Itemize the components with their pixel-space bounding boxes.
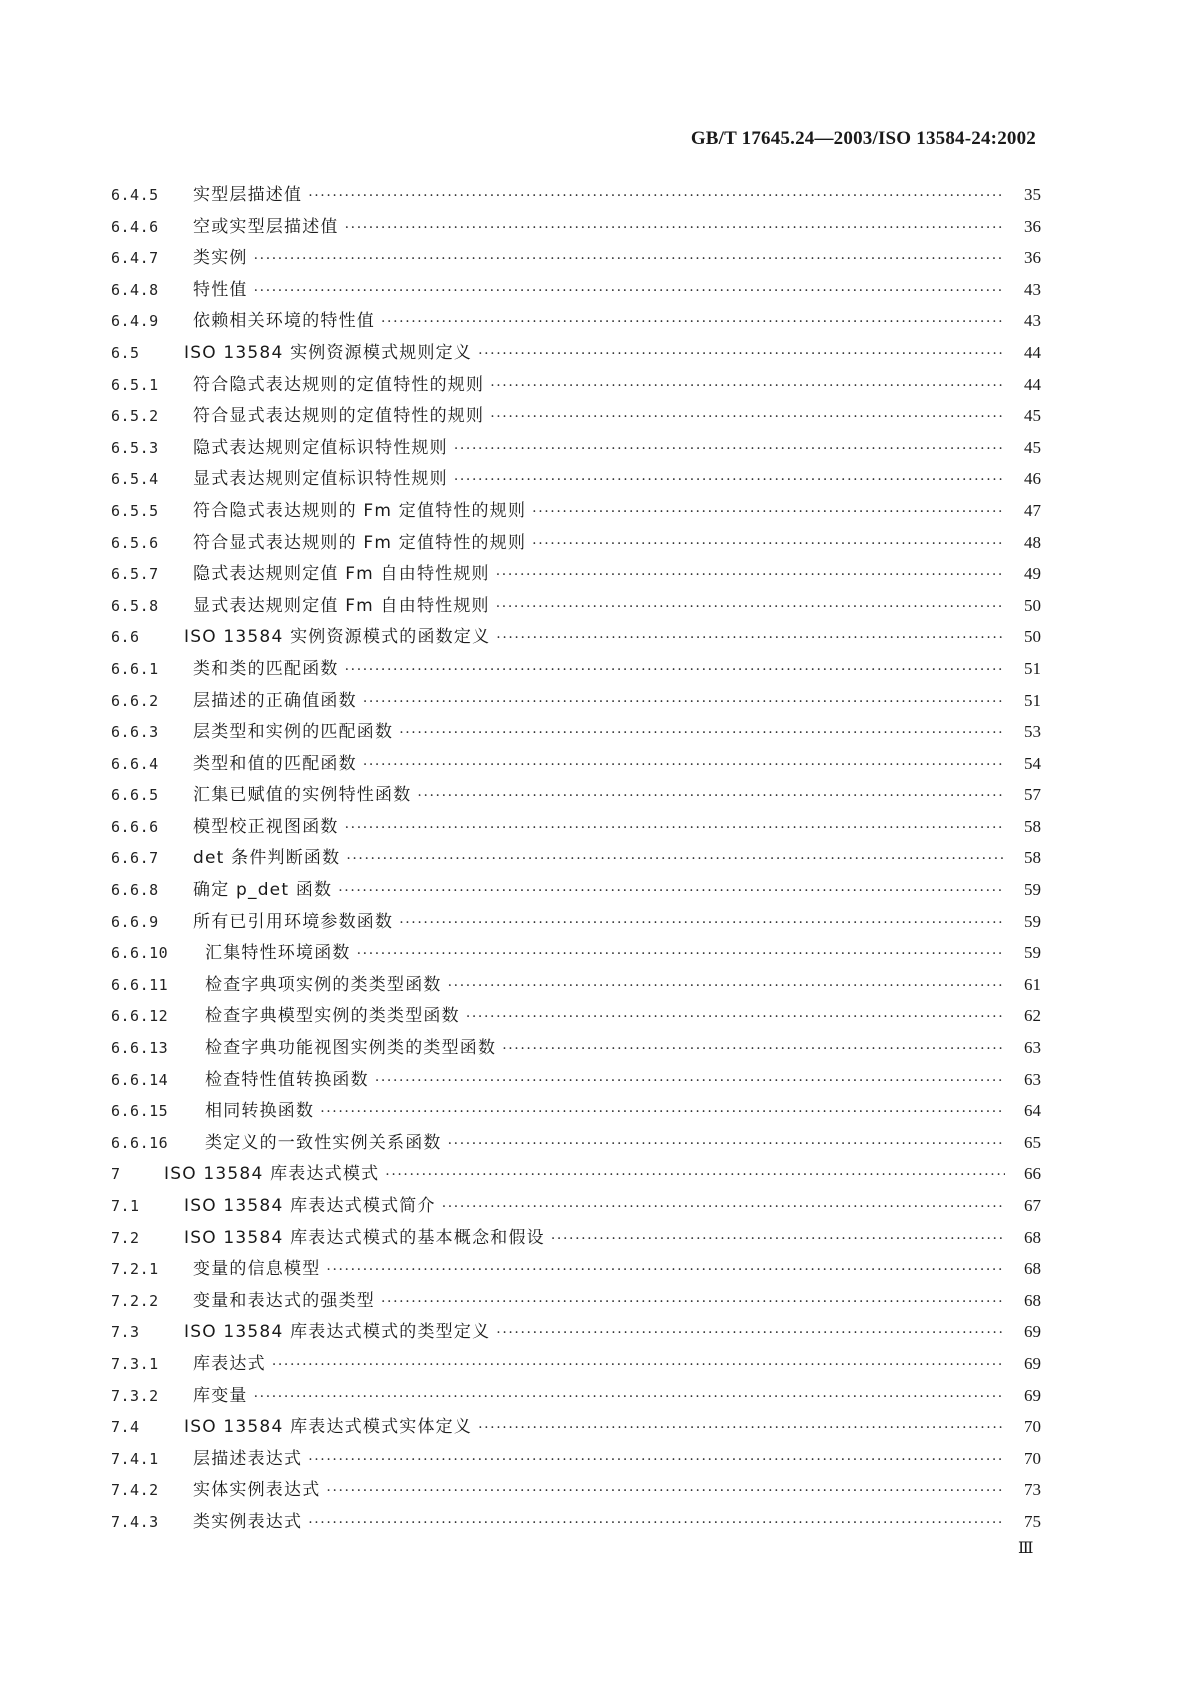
toc-section-title: det 条件判断函数 (193, 848, 341, 869)
toc-section-number: 6.5.6 (111, 533, 159, 552)
toc-section-title: 层描述的正确值函数 (193, 690, 357, 711)
toc-section-number: 6.6.10 (111, 944, 169, 963)
toc-dot-leader (551, 1224, 1005, 1256)
toc-page-number: 50 (1024, 595, 1041, 615)
toc-section-number: 6.6.9 (111, 912, 159, 931)
toc-entry[interactable] (111, 1506, 1041, 1538)
toc-dot-leader (308, 181, 1005, 213)
toc-section-number: 6.4.7 (111, 249, 159, 268)
toc-page-number: 61 (1024, 974, 1041, 994)
toc-entry[interactable] (111, 1158, 1041, 1190)
toc-entry[interactable] (111, 1411, 1041, 1443)
toc-page-number: 46 (1024, 469, 1041, 489)
toc-section-title: ISO 13584 库表达式模式 (164, 1164, 380, 1185)
toc-entry[interactable] (111, 779, 1041, 811)
toc-dot-leader (338, 876, 1005, 908)
toc-section-title: 显式表达规则定值标识特性规则 (193, 469, 448, 490)
toc-page-number: 70 (1024, 1417, 1041, 1437)
toc-entry[interactable] (111, 337, 1041, 369)
toc-page-number: 73 (1024, 1480, 1041, 1500)
toc-section-title: 层类型和实例的匹配函数 (193, 722, 394, 743)
toc-page-number: 43 (1024, 311, 1041, 331)
toc-entry[interactable] (111, 1190, 1041, 1222)
toc-section-number: 6.4.9 (111, 312, 159, 331)
toc-section-title: 类和类的匹配函数 (193, 658, 339, 679)
toc-section-number: 6.6.13 (111, 1039, 169, 1058)
toc-section-number: 6.5.8 (111, 596, 159, 615)
toc-page-number: 48 (1024, 532, 1041, 552)
toc-section-number: 7.4.3 (111, 1512, 159, 1531)
toc-dot-leader (345, 213, 1005, 245)
toc-section-title: 汇集特性环境函数 (205, 943, 351, 964)
toc-dot-leader (254, 1382, 1005, 1414)
toc-dot-leader (502, 1034, 1005, 1066)
toc-dot-leader (448, 971, 1005, 1003)
toc-section-number: 6.6.3 (111, 723, 159, 742)
toc-entry[interactable] (111, 495, 1041, 527)
toc-dot-leader (532, 529, 1005, 561)
toc-entry[interactable] (111, 1253, 1041, 1285)
toc-section-title: 实型层描述值 (193, 185, 303, 205)
toc-entry[interactable] (111, 1380, 1041, 1412)
toc-page-number: 44 (1024, 342, 1041, 362)
toc-dot-leader (320, 1097, 1005, 1129)
toc-section-number: 6.5.4 (111, 470, 159, 489)
toc-section-number: 6.6.7 (111, 849, 159, 868)
toc-page-number: 67 (1024, 1196, 1041, 1215)
toc-dot-leader (254, 244, 1005, 276)
toc-section-title: 层描述表达式 (193, 1448, 303, 1469)
toc-section-title: ISO 13584 库表达式模式的类型定义 (184, 1322, 491, 1343)
toc-entry[interactable] (111, 1222, 1041, 1254)
toc-section-title: 所有已引用环境参数函数 (193, 911, 394, 932)
toc-page-number: 47 (1024, 500, 1041, 520)
toc-page-number: 66 (1024, 1164, 1041, 1184)
toc-section-number: 6.6.8 (111, 881, 159, 900)
toc-dot-leader (478, 1413, 1005, 1445)
toc-section-title: 隐式表达规则定值标识特性规则 (193, 437, 448, 458)
toc-section-number: 7 (111, 1165, 121, 1184)
toc-section-number: 6.4.6 (111, 217, 159, 236)
toc-section-title: 符合显式表达规则的定值特性的规则 (193, 406, 485, 427)
toc-dot-leader (308, 1445, 1005, 1477)
toc-entry[interactable] (111, 685, 1041, 717)
toc-section-number: 6.6.12 (111, 1007, 169, 1026)
toc-section-number: 6.6.5 (111, 786, 159, 805)
toc-dot-leader (399, 908, 1005, 940)
toc-dot-leader (399, 718, 1005, 750)
toc-page-number: 65 (1024, 1132, 1041, 1152)
toc-dot-leader (326, 1255, 1005, 1287)
toc-section-number: 7.4.1 (111, 1449, 159, 1468)
toc-entry[interactable] (111, 527, 1041, 559)
toc-dot-leader (381, 1287, 1005, 1319)
toc-page-number: 68 (1024, 1227, 1041, 1247)
toc-section-title: 符合显式表达规则的 Fm 定值特性的规则 (193, 532, 527, 553)
toc-section-number: 6.6.16 (111, 1133, 169, 1152)
table-of-contents (111, 179, 1041, 1538)
toc-dot-leader (345, 813, 1005, 845)
toc-section-number: 6.5 (111, 343, 140, 362)
toc-section-number: 7.3.2 (111, 1386, 159, 1405)
toc-entry[interactable] (111, 274, 1041, 306)
toc-dot-leader (496, 623, 1005, 655)
toc-dot-leader (381, 307, 1005, 339)
toc-section-title: 类实例 (193, 248, 248, 269)
toc-entry[interactable] (111, 1095, 1041, 1127)
toc-dot-leader (254, 276, 1005, 308)
toc-entry[interactable] (111, 242, 1041, 274)
toc-page-number: 58 (1024, 816, 1041, 836)
toc-section-number: 7.2.1 (111, 1260, 159, 1279)
toc-section-title: ISO 13584 库表达式模式的基本概念和假设 (184, 1227, 545, 1248)
toc-entry[interactable] (111, 842, 1041, 874)
toc-page-number: 51 (1024, 690, 1041, 710)
toc-page-number: 58 (1024, 848, 1041, 868)
toc-page-number: 69 (1024, 1353, 1041, 1373)
toc-section-title: 依赖相关环境的特性值 (193, 311, 375, 332)
toc-dot-leader (346, 844, 1005, 876)
toc-page-number: 50 (1024, 627, 1041, 647)
toc-entry[interactable] (111, 1032, 1041, 1064)
toc-page-number: 43 (1024, 279, 1041, 299)
toc-section-title: 模型校正视图函数 (193, 816, 339, 837)
toc-dot-leader (442, 1192, 1005, 1224)
toc-page-number: 63 (1024, 1038, 1041, 1058)
toc-section-title: 变量的信息模型 (193, 1259, 321, 1280)
toc-section-title: 库表达式 (193, 1353, 266, 1374)
toc-entry[interactable] (111, 1348, 1041, 1380)
toc-section-title: 汇集已赋值的实例特性函数 (193, 785, 412, 806)
toc-section-number: 6.5.3 (111, 438, 159, 457)
toc-page-number: 68 (1024, 1259, 1041, 1279)
toc-section-title: 类实例表达式 (193, 1511, 303, 1532)
toc-section-number: 7.3.1 (111, 1354, 159, 1373)
toc-entry[interactable] (111, 179, 1041, 211)
toc-entry[interactable] (111, 1285, 1041, 1317)
toc-page-number: 59 (1024, 911, 1041, 931)
toc-dot-leader (454, 465, 1005, 497)
toc-section-number: 7.4.2 (111, 1481, 159, 1500)
toc-dot-leader (466, 1002, 1005, 1034)
toc-section-number: 7.1 (111, 1197, 140, 1215)
toc-section-number: 6.6 (111, 628, 140, 647)
toc-section-title: 检查特性值转换函数 (205, 1069, 369, 1090)
toc-section-title: 变量和表达式的强类型 (193, 1290, 375, 1311)
toc-dot-leader (417, 781, 1005, 813)
toc-entry[interactable] (111, 716, 1041, 748)
toc-section-number: 7.4 (111, 1418, 140, 1437)
toc-section-number: 7.2.2 (111, 1291, 159, 1310)
toc-entry[interactable] (111, 305, 1041, 337)
toc-dot-leader (496, 560, 1005, 592)
toc-dot-leader (308, 1508, 1005, 1540)
toc-page-number: 63 (1024, 1069, 1041, 1089)
toc-entry[interactable] (111, 969, 1041, 1001)
toc-section-title: 实体实例表达式 (193, 1480, 321, 1501)
toc-entry[interactable] (111, 1000, 1041, 1032)
toc-entry[interactable] (111, 1316, 1041, 1348)
toc-entry[interactable] (111, 1064, 1041, 1096)
toc-page-number: 70 (1024, 1448, 1041, 1468)
toc-page-number: 75 (1024, 1511, 1041, 1531)
toc-section-title: 确定 p_det 函数 (193, 880, 333, 901)
toc-section-title: 特性值 (193, 279, 248, 300)
toc-page-number: 45 (1024, 437, 1041, 457)
toc-page-number: 64 (1024, 1101, 1041, 1121)
toc-dot-leader (490, 371, 1005, 403)
toc-section-number: 7.3 (111, 1323, 140, 1342)
toc-page-number: 59 (1024, 943, 1041, 963)
toc-dot-leader (490, 402, 1005, 434)
toc-entry[interactable] (111, 811, 1041, 843)
toc-section-title: 检查字典模型实例的类类型函数 (205, 1006, 460, 1027)
toc-section-title: ISO 13584 实例资源模式规则定义 (184, 342, 473, 363)
toc-dot-leader (448, 1129, 1005, 1161)
toc-page-number: 57 (1024, 785, 1041, 805)
toc-section-title: 检查字典功能视图实例类的类型函数 (205, 1038, 497, 1059)
toc-entry[interactable] (111, 621, 1041, 653)
toc-dot-leader (478, 339, 1005, 371)
toc-section-title: 库变量 (193, 1385, 248, 1406)
toc-page-number: 68 (1024, 1290, 1041, 1310)
toc-entry[interactable] (111, 211, 1041, 243)
toc-section-number: 7.2 (111, 1228, 140, 1247)
toc-dot-leader (496, 592, 1005, 624)
toc-section-title: 检查字典项实例的类类型函数 (205, 974, 442, 995)
toc-section-number: 6.5.1 (111, 375, 159, 394)
toc-entry[interactable] (111, 463, 1041, 495)
toc-section-number: 6.6.15 (111, 1102, 169, 1121)
page-folio: Ⅲ (1018, 1540, 1034, 1557)
toc-section-title: 类型和值的匹配函数 (193, 753, 357, 774)
toc-section-number: 6.6.14 (111, 1070, 169, 1089)
toc-dot-leader (532, 497, 1005, 529)
toc-dot-leader (375, 1066, 1005, 1098)
toc-entry[interactable] (111, 558, 1041, 590)
toc-page-number: 45 (1024, 406, 1041, 426)
toc-page-number: 36 (1024, 216, 1041, 236)
toc-section-title: 隐式表达规则定值 Fm 自由特性规则 (193, 564, 490, 585)
toc-entry[interactable] (111, 432, 1041, 464)
toc-dot-leader (345, 655, 1005, 687)
toc-entry[interactable] (111, 748, 1041, 780)
toc-section-title: 空或实型层描述值 (193, 216, 339, 237)
toc-page-number: 69 (1024, 1322, 1041, 1342)
toc-section-title: ISO 13584 实例资源模式的函数定义 (184, 627, 491, 648)
toc-section-title: ISO 13584 库表达式模式实体定义 (184, 1417, 473, 1438)
toc-page-number: 59 (1024, 880, 1041, 900)
toc-entry[interactable] (111, 1443, 1041, 1475)
toc-dot-leader (363, 687, 1005, 719)
toc-dot-leader (363, 750, 1005, 782)
toc-dot-leader (496, 1318, 1005, 1350)
toc-page-number: 51 (1024, 658, 1041, 678)
toc-entry[interactable] (111, 874, 1041, 906)
toc-page-number: 35 (1024, 185, 1041, 204)
toc-section-number: 6.6.4 (111, 754, 159, 773)
toc-section-number: 6.5.5 (111, 501, 159, 520)
toc-page-number: 53 (1024, 722, 1041, 742)
toc-entry[interactable] (111, 906, 1041, 938)
toc-page-number: 54 (1024, 753, 1041, 773)
toc-section-title: 类定义的一致性实例关系函数 (205, 1132, 442, 1153)
document-header (691, 128, 1036, 150)
toc-entry[interactable] (111, 590, 1041, 622)
standard-number: GB/T 17645.24—2003/ISO 13584-24:2002 (690, 128, 1036, 149)
toc-dot-leader (357, 939, 1005, 971)
toc-dot-leader (272, 1350, 1005, 1382)
toc-section-title: 相同转换函数 (205, 1101, 315, 1122)
toc-entry[interactable] (111, 1127, 1041, 1159)
toc-section-number: 6.4.8 (111, 280, 159, 299)
toc-section-title: 符合隐式表达规则的定值特性的规则 (193, 374, 485, 395)
toc-section-number: 6.6.6 (111, 817, 159, 836)
toc-section-number: 6.6.2 (111, 691, 159, 710)
toc-page-number: 62 (1024, 1006, 1041, 1026)
toc-dot-leader (454, 434, 1005, 466)
toc-entry[interactable] (111, 653, 1041, 685)
toc-entry[interactable] (111, 937, 1041, 969)
toc-section-title: 符合隐式表达规则的 Fm 定值特性的规则 (193, 500, 527, 521)
toc-entry[interactable] (111, 1474, 1041, 1506)
toc-section-number: 6.5.7 (111, 565, 159, 584)
toc-entry[interactable] (111, 369, 1041, 401)
toc-dot-leader (385, 1160, 1005, 1192)
toc-dot-leader (326, 1476, 1005, 1508)
toc-section-number: 6.6.11 (111, 975, 169, 994)
toc-section-number: 6.6.1 (111, 659, 159, 678)
toc-section-title: 显式表达规则定值 Fm 自由特性规则 (193, 595, 490, 616)
toc-entry[interactable] (111, 400, 1041, 432)
toc-section-title: ISO 13584 库表达式模式简介 (184, 1196, 436, 1216)
toc-section-number: 6.5.2 (111, 407, 159, 426)
toc-page-number: 36 (1024, 248, 1041, 268)
toc-section-number: 6.4.5 (111, 186, 159, 204)
toc-page-number: 69 (1024, 1385, 1041, 1405)
toc-page-number: 49 (1024, 564, 1041, 584)
toc-page-number: 44 (1024, 374, 1041, 394)
